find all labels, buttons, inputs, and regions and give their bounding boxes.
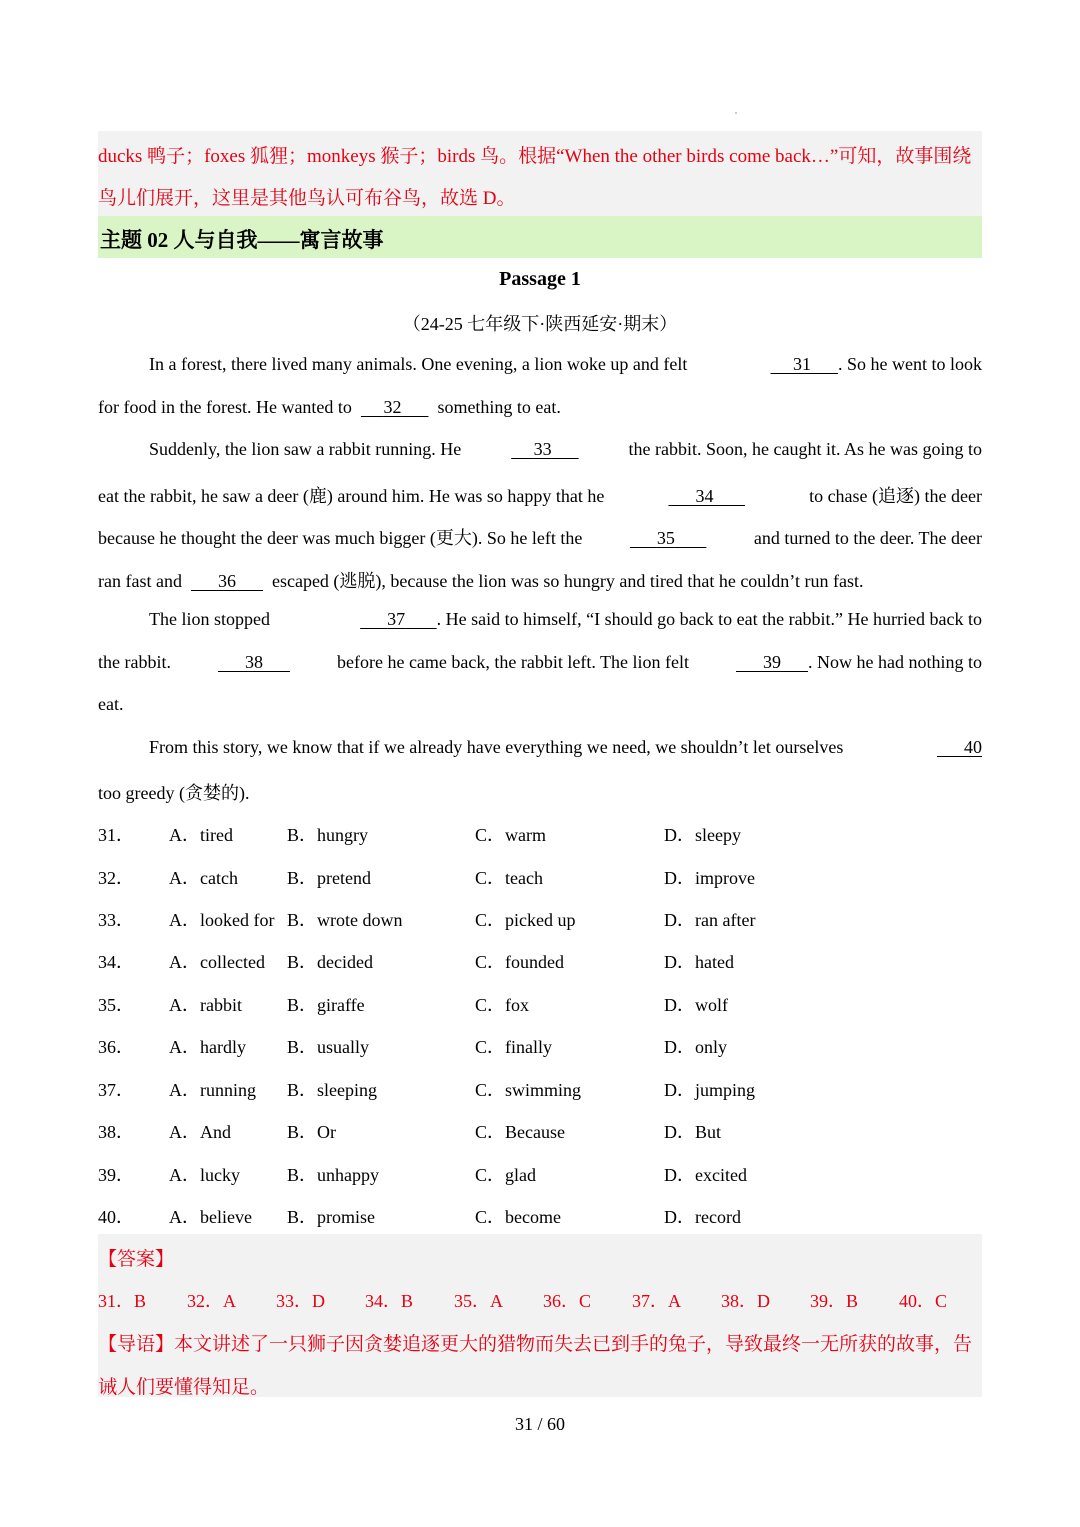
- blank-40: 40: [964, 737, 982, 757]
- question-row: [98, 1118, 982, 1144]
- option-d: D．sleepy: [664, 825, 741, 845]
- question-number: 34．: [98, 952, 134, 972]
- option-d: D．wolf: [664, 995, 728, 1015]
- blank-37: 37: [387, 609, 406, 629]
- question-row: [98, 1033, 982, 1059]
- answer-key: 32．A: [187, 1291, 236, 1311]
- passage-line: eat the rabbit, he saw a deer (鹿) around him. He was so happy that he 34 to chase (追逐) the deer: [98, 486, 982, 506]
- option-d: D．ran after: [664, 910, 756, 930]
- option-a: A．catch: [169, 868, 238, 888]
- question-row: [98, 1203, 982, 1229]
- page-number: 31 / 60: [514, 1414, 565, 1434]
- option-d: D．improve: [664, 868, 755, 888]
- question-number: 38．: [98, 1122, 134, 1142]
- answer-key: 40．C: [899, 1291, 948, 1311]
- option-a: A．believe: [169, 1207, 252, 1227]
- answer-heading: 【答案】: [98, 1249, 175, 1270]
- question-row: [98, 906, 982, 932]
- explanation-line: 鸟儿们展开，这里是其他鸟认可布谷鸟，故选 D。: [98, 188, 516, 209]
- explanation-box: [98, 131, 982, 216]
- question-row: [98, 1161, 982, 1187]
- question-row: [98, 821, 982, 847]
- option-a: A．tired: [169, 825, 233, 845]
- blank-31: 31: [793, 354, 811, 374]
- passage-line: too greedy (贪婪的).: [98, 783, 250, 803]
- option-a: A．hardly: [169, 1037, 246, 1057]
- stray-dot: [735, 112, 737, 114]
- option-c: C．founded: [475, 952, 564, 972]
- option-c: C．Because: [475, 1122, 565, 1142]
- section-heading: [98, 216, 982, 258]
- option-d: D．But: [664, 1122, 722, 1142]
- question-number: 37．: [98, 1080, 134, 1100]
- blank-34: 34: [695, 486, 714, 506]
- answer-keys: [98, 1287, 982, 1313]
- blank-32: 32: [383, 397, 402, 417]
- option-b: B．Or: [287, 1122, 336, 1142]
- option-b: B．pretend: [287, 868, 371, 888]
- option-c: C．fox: [475, 995, 529, 1015]
- option-b: B．decided: [287, 952, 373, 972]
- answer-key: 38．D: [721, 1291, 770, 1311]
- passage-line: The lion stopped 37 . He said to himself, “I should go back to eat the rabbit.” He hurried back to: [149, 609, 982, 629]
- option-b: B．usually: [287, 1037, 370, 1057]
- answer-key: 39．B: [810, 1291, 859, 1311]
- passage-line: for food in the forest. He wanted to 32 something to eat.: [98, 397, 561, 417]
- intro-line: 诫人们要懂得知足。: [98, 1377, 270, 1398]
- question-row: [98, 1076, 982, 1102]
- option-d: D．excited: [664, 1165, 747, 1185]
- question-number: 31．: [98, 825, 134, 845]
- passage-line: Suddenly, the lion saw a rabbit running. He 33 the rabbit. Soon, he caught it. As he was going to: [149, 439, 982, 459]
- option-a: A．collected: [169, 952, 265, 972]
- answer-key: 36．C: [543, 1291, 592, 1311]
- answer-key: 31．B: [98, 1291, 147, 1311]
- blank-36: 36: [217, 571, 236, 591]
- option-b: B．hungry: [287, 825, 368, 845]
- option-c: C．glad: [475, 1165, 536, 1185]
- blank-39: 39: [763, 652, 781, 672]
- intro-line: 【导语】本文讲述了一只狮子因贪婪追逐更大的猎物而失去已到手的兔子，导致最终一无所获的故事，告: [98, 1334, 973, 1355]
- option-c: C．teach: [475, 868, 543, 888]
- option-a: A．lucky: [169, 1165, 240, 1185]
- passage-line: the rabbit. 38 before he came back, the rabbit left. The lion felt 39 . Now he had nothing to: [98, 652, 982, 672]
- question-number: 32．: [98, 868, 134, 888]
- question-row: [98, 864, 982, 890]
- passage-line: In a forest, there lived many animals. One evening, a lion woke up and felt 31 . So he went to look: [149, 354, 982, 374]
- question-number: 36．: [98, 1037, 134, 1057]
- question-number: 35．: [98, 995, 134, 1015]
- option-a: A．looked for: [169, 910, 275, 930]
- question-row: [98, 948, 982, 974]
- option-c: C．finally: [475, 1037, 552, 1057]
- passage-line: eat.: [98, 694, 124, 714]
- option-b: B．giraffe: [287, 995, 365, 1015]
- option-c: C．warm: [475, 825, 546, 845]
- passage-line: From this story, we know that if we already have everything we need, we shouldn’t let ourselves 40: [149, 737, 982, 757]
- option-d: D．only: [664, 1037, 727, 1057]
- blank-35: 35: [656, 528, 675, 548]
- option-a: A．And: [169, 1122, 231, 1142]
- answer-key: 34．B: [365, 1291, 414, 1311]
- question-row: [98, 991, 982, 1017]
- passage-line: because he thought the deer was much bigger (更大). So he left the 35 and turned to the deer. The deer: [98, 528, 982, 548]
- option-d: D．record: [664, 1207, 741, 1227]
- option-b: B．wrote down: [287, 910, 403, 930]
- option-c: C．picked up: [475, 910, 576, 930]
- answer-key: 37．A: [632, 1291, 681, 1311]
- answer-key: 35．A: [454, 1291, 503, 1311]
- answer-box: [98, 1234, 982, 1397]
- passage-source: （24-25 七年级下·陕西延安·期末）: [402, 314, 678, 334]
- option-d: D．hated: [664, 952, 734, 972]
- option-d: D．jumping: [664, 1080, 756, 1100]
- intro-label: 【导语】: [98, 1334, 175, 1355]
- answer-key: 33．D: [276, 1291, 325, 1311]
- option-b: B．unhappy: [287, 1165, 379, 1185]
- question-number: 33．: [98, 910, 134, 930]
- option-b: B．promise: [287, 1207, 375, 1227]
- passage-title: Passage 1: [499, 268, 581, 290]
- question-number: 39．: [98, 1165, 134, 1185]
- explanation-line: ducks 鸭子；foxes 狐狸；monkeys 猴子；birds 鸟。根据“When the other birds come back…”可知，故事围绕: [98, 146, 972, 167]
- option-b: B．sleeping: [287, 1080, 377, 1100]
- option-a: A．rabbit: [169, 995, 242, 1015]
- question-number: 40．: [98, 1207, 134, 1227]
- option-c: C．become: [475, 1207, 561, 1227]
- passage-line: ran fast and 36 escaped (逃脱), because the lion was so hungry and tired that he couldn’t run fast.: [98, 571, 864, 591]
- section-heading-text: 主题 02 人与自我——寓言故事: [100, 228, 384, 252]
- option-a: A．running: [169, 1080, 256, 1100]
- blank-38: 38: [244, 652, 263, 672]
- blank-33: 33: [533, 439, 552, 459]
- option-c: C．swimming: [475, 1080, 582, 1100]
